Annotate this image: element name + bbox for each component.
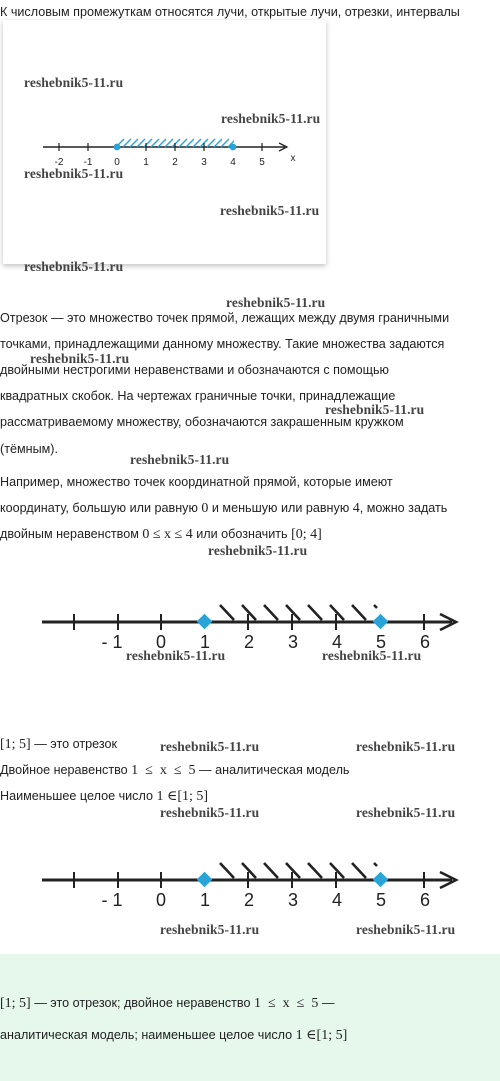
example-line: координату, большую или равную 0 и меньшую или равную 4, можно задать — [0, 501, 448, 516]
tick-label: 2 — [243, 632, 255, 652]
watermark: reshebnik5-11.ru — [30, 351, 130, 366]
tick-label: -1 — [83, 157, 93, 168]
shading — [116, 139, 236, 147]
watermark: reshebnik5-11.ru — [322, 648, 422, 663]
watermark: reshebnik5-11.ru — [126, 648, 226, 663]
tick-label: 1 — [143, 157, 149, 168]
tick-label: 0 — [155, 632, 167, 652]
definition-line: двойными нестрогими неравенствами и обозначаются с помощью — [0, 363, 389, 377]
endpoint-dot-left — [114, 144, 121, 151]
endpoint-dot-left — [197, 872, 213, 888]
solution-line: [1; 5] — это отрезок — [0, 737, 117, 752]
tick-label: 0 — [114, 157, 120, 168]
watermark: reshebnik5-11.ru — [24, 259, 124, 274]
endpoint-dot-right — [373, 614, 389, 630]
solution-line: Наименьшее целое число 1 ∈[1; 5] — [0, 789, 209, 804]
tick-label: 3 — [287, 890, 299, 910]
figure-card — [3, 20, 326, 264]
watermark: reshebnik5-11.ru — [226, 295, 326, 310]
shading — [220, 605, 377, 620]
tick-label: 1 — [199, 890, 211, 910]
watermark: reshebnik5-11.ru — [160, 739, 260, 754]
tick-label: 6 — [419, 890, 431, 910]
watermark: reshebnik5-11.ru — [130, 452, 230, 467]
tick-label: 4 — [331, 632, 343, 652]
endpoint-dot-right — [373, 872, 389, 888]
definition-line: (тёмным). — [0, 442, 58, 456]
definition-line: Отрезок — это множество точек прямой, лежащих между двумя граничными — [0, 311, 450, 325]
tick-label: 3 — [201, 157, 207, 168]
answer-box — [0, 954, 500, 1081]
watermark: reshebnik5-11.ru — [24, 75, 124, 90]
axis-label: x — [290, 153, 296, 164]
endpoint-dot-left — [197, 614, 213, 630]
ray-figure — [3, 20, 326, 264]
tick-label: 3 — [287, 632, 299, 652]
tick-label: 6 — [419, 632, 431, 652]
number-line — [0, 848, 500, 918]
watermark: reshebnik5-11.ru — [220, 203, 320, 218]
solution-line: Двойное неравенство 1 ≤ x ≤ 5 — аналитическая модель — [0, 763, 350, 778]
definition-line: рассматриваемому множеству, обозначаются закрашенным кружком — [0, 415, 404, 429]
endpoint-dot-right — [230, 144, 237, 151]
interval-math: [0; 4] — [291, 527, 322, 542]
answer-line: аналитическая модель; наименьшее целое число 1 ∈[1; 5] — [0, 1028, 348, 1043]
tick-label: -2 — [54, 157, 64, 168]
tick-label: 1 — [199, 632, 211, 652]
tick-label: 2 — [172, 157, 178, 168]
shading — [220, 863, 377, 878]
tick-label: 4 — [230, 157, 236, 168]
watermark: reshebnik5-11.ru — [24, 166, 124, 181]
definition-line: квадратных скобок. На чертежах граничные точки, принадлежащие — [0, 389, 396, 403]
watermark: reshebnik5-11.ru — [356, 922, 456, 937]
watermark: reshebnik5-11.ru — [160, 922, 260, 937]
watermark: reshebnik5-11.ru — [356, 805, 456, 820]
intro-text: К числовым промежуткам относятся лучи, открытые лучи, отрезки, интервалы — [0, 5, 460, 19]
answer-line: [1; 5] — это отрезок; двойное неравенство 1 ≤ x ≤ 5 — — [0, 996, 335, 1011]
tick-label: - 1 — [101, 632, 123, 652]
tick-label: 4 — [331, 890, 343, 910]
tick-label: 5 — [259, 157, 265, 168]
example-line: двойным неравенством 0 ≤ x ≤ 4 или обозначить [0; 4] — [0, 527, 322, 542]
watermark: reshebnik5-11.ru — [221, 111, 321, 126]
watermark: reshebnik5-11.ru — [160, 805, 260, 820]
tick-label: 5 — [375, 632, 387, 652]
definition-line: точками, принадлежащими данному множеству. Такие множества задаются — [0, 337, 445, 351]
number-line — [0, 590, 500, 660]
tick-label: 5 — [375, 890, 387, 910]
watermark: reshebnik5-11.ru — [325, 402, 425, 417]
tick-label: 2 — [243, 890, 255, 910]
inequality-math: 0 ≤ x ≤ 4 — [142, 527, 193, 542]
watermark: reshebnik5-11.ru — [208, 543, 308, 558]
tick-label: 0 — [155, 890, 167, 910]
watermark: reshebnik5-11.ru — [356, 739, 456, 754]
example-line: Например, множество точек координатной прямой, которые имеют — [0, 475, 393, 489]
tick-label: - 1 — [101, 890, 123, 910]
